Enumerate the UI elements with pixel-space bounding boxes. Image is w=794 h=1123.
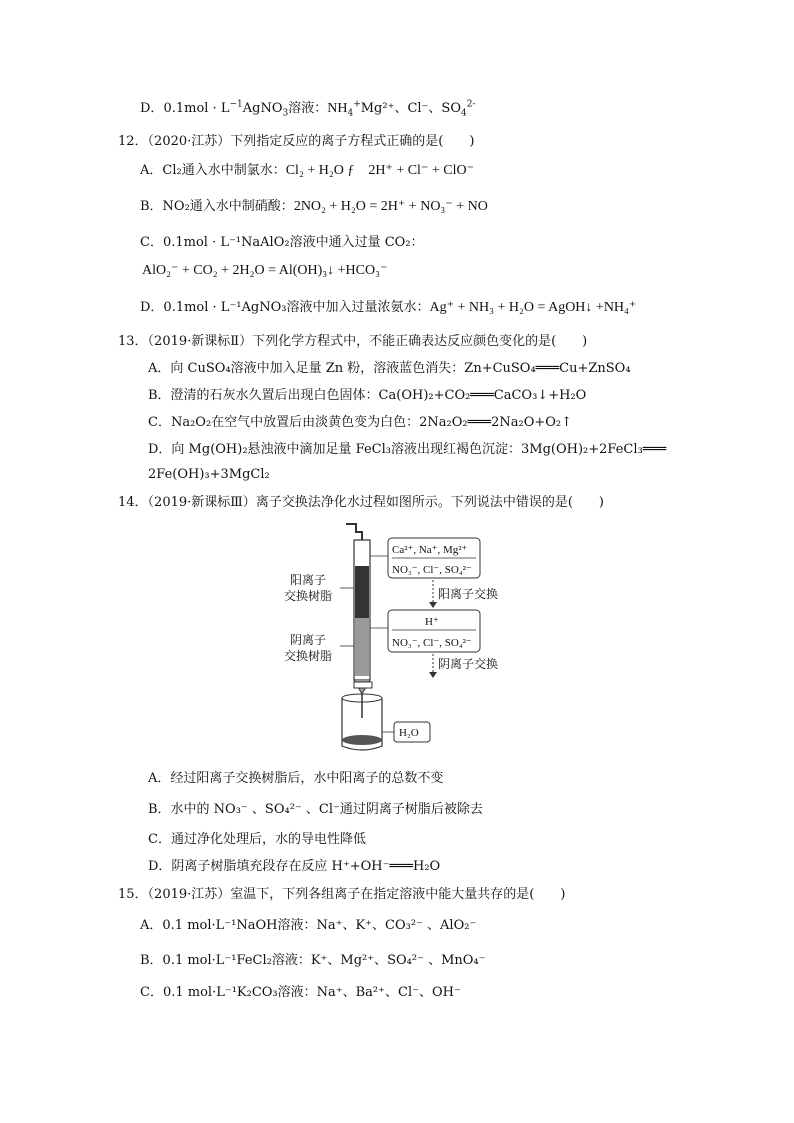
option-text: A．Cl₂通入水中制氯水： [140, 163, 286, 178]
arrowhead-2 [429, 672, 437, 678]
ion-exchange-diagram [270, 518, 520, 758]
q12-option-d [140, 299, 636, 317]
option-equation: Ag⁺ + NH₃ + H₂O = AgOH↓ +NH₄⁺ [429, 300, 637, 315]
cation-resin-layer [355, 566, 369, 618]
question-source: （2019·江苏） [147, 887, 231, 902]
label-cation-resin-2: 交换树脂 [284, 589, 333, 603]
label-anion-exchange: 阴离子交换 [438, 657, 499, 671]
so4-sub: 4 [461, 108, 467, 119]
inlet-tube [346, 524, 362, 540]
concentration: 0.1mol · L [163, 101, 230, 116]
q12-option-a [140, 162, 474, 180]
q14-stem [118, 494, 604, 512]
box1-cations: Ca²⁺, Na⁺, Mg²⁺ [392, 544, 468, 556]
option-label: D． [140, 101, 164, 116]
q13-stem [118, 333, 587, 351]
option-equation: Cl₂ + H₂O ƒ 2H⁺ + Cl⁻ + ClO⁻ [285, 163, 474, 178]
q12-stem [118, 133, 474, 151]
option-equation: AlO₂⁻ + CO₂ + 2H₂O = Al(OH)₃↓ +HCO₃⁻ [142, 263, 388, 278]
q14-option-a: A．经过阳离子交换树脂后，水中阳离子的总数不变 [148, 771, 444, 786]
question-number: 14． [118, 495, 148, 510]
question-stem: 下列化学方程式中，不能正确表达反应颜色变化的是( ) [252, 334, 588, 349]
label-cation-resin-1: 阳离子 [290, 573, 327, 587]
question-source: （2020·江苏） [147, 134, 231, 149]
so4-charge: 2- [466, 99, 476, 110]
q12-option-c [140, 234, 424, 252]
q13-option-a: A．向 CuSO₄溶液中加入足量 Zn 粉，溶液蓝色消失：Zn+CuSO₄═══Cu+ZnSO₄ [148, 361, 631, 376]
q15-option-a: A．0.1 mol·L⁻¹NaOH溶液：Na⁺、K⁺、CO₃²⁻ 、AlO₂⁻ [140, 918, 477, 933]
option-text: C．0.1mol · L⁻¹NaAlO₂溶液中通入过量 CO₂： [140, 235, 424, 250]
q15-stem [118, 886, 565, 904]
question-source: （2019·新课标Ⅱ） [147, 334, 253, 349]
ion-nh4: NH [327, 101, 348, 116]
q14-option-d: D．阴离子树脂填充段存在反应 H⁺+OH⁻═══H₂O [148, 859, 441, 874]
question-number: 15． [118, 887, 148, 902]
box1-anions: NO₃⁻, Cl⁻, SO₄²⁻ [392, 564, 472, 576]
q13-option-b: B．澄清的石灰水久置后出现白色固体：Ca(OH)₂+CO₂═══CaCO₃↓+H₂O [148, 388, 587, 403]
question-stem: 下列指定反应的离子方程式正确的是( ) [230, 134, 475, 149]
q13-option-d-line1: D．向 Mg(OH)₂悬浊液中滴加足量 FeCl₃溶液出现红褐色沉淀：3Mg(OH)₂+2FeCl₃═══ [148, 442, 667, 457]
question-source: （2019·新课标Ⅲ） [147, 495, 256, 510]
label-water: H₂O [399, 727, 419, 739]
q11-option-d [140, 100, 476, 118]
q15-option-c: C．0.1 mol·L⁻¹K₂CO₃溶液：Na⁺、Ba²⁺、Cl⁻、OH⁻ [140, 985, 461, 1000]
option-text: D．0.1mol · L⁻¹AgNO₃溶液中加入过量浓氨水： [140, 300, 430, 315]
arrowhead-1 [429, 602, 437, 608]
subscript: 3 [282, 108, 289, 119]
label-anion-resin-2: 交换树脂 [284, 649, 333, 663]
q15-option-b: B．0.1 mol·L⁻¹FeCl₂溶液：K⁺、Mg²⁺、SO₄²⁻ 、MnO₄⁻ [140, 953, 486, 968]
option-equation: 2NO₂ + H₂O = 2H⁺ + NO₃⁻ + NO [293, 199, 488, 214]
label-anion-resin-1: 阴离子 [290, 633, 327, 647]
stopcock [354, 682, 372, 688]
q12-option-b [140, 198, 488, 216]
box2-anions: NO₃⁻, Cl⁻, SO₄²⁻ [392, 637, 472, 649]
question-number: 12． [118, 134, 148, 149]
q13-option-d-line2: 2Fe(OH)₃+3MgCl₂ [148, 467, 270, 482]
exponent: −1 [229, 99, 243, 110]
beaker-water [342, 735, 382, 745]
q12-option-c-equation [142, 262, 387, 280]
label-cation-exchange: 阳离子交换 [438, 587, 499, 601]
option-text: B．NO₂通入水中制硝酸： [140, 199, 294, 214]
ion-list: Mg²⁺、Cl⁻、SO [360, 101, 461, 116]
question-stem: 离子交换法净化水过程如图所示。下列说法中错误的是( ) [255, 495, 604, 510]
nh4-charge: 4 [347, 108, 354, 119]
nh4-plus: + [353, 99, 361, 110]
option-suffix: 溶液： [288, 101, 328, 116]
q14-option-c: C．通过净化处理后，水的导电性降低 [148, 832, 366, 847]
q13-option-c: C．Na₂O₂在空气中放置后由淡黄色变为白色：2Na₂O₂═══2Na₂O+O₂↑ [148, 415, 573, 430]
q14-option-b: B．水中的 NO₃⁻ 、SO₄²⁻ 、Cl⁻通过阴离子树脂后被除去 [148, 802, 483, 817]
question-stem: 室温下，下列各组离子在指定溶液中能大量共存的是( ) [230, 887, 566, 902]
question-number: 13． [118, 334, 148, 349]
box2-cation: H⁺ [425, 616, 439, 628]
anion-resin-layer [355, 618, 369, 676]
ion-exchange-figure [270, 518, 520, 758]
reagent: AgNO [242, 101, 283, 116]
